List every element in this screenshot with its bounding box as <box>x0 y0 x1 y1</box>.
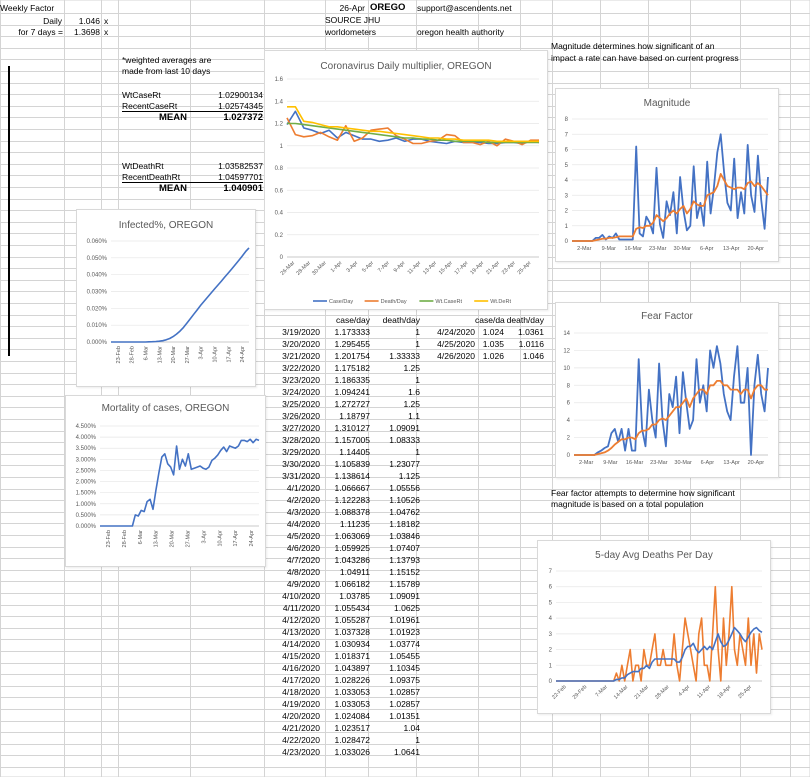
multiplier-table-cell[interactable]: 1.125 <box>398 471 420 481</box>
multiplier-legend-label: Case/Day <box>329 299 354 305</box>
multiplier-table-cell[interactable]: 4/21/2020 <box>282 723 320 733</box>
state-cell[interactable]: OREGO <box>370 3 406 13</box>
fear-y-tick: 14 <box>563 331 570 337</box>
fear-series-line <box>574 381 768 455</box>
multiplier-x-tick: 23-Apr <box>500 260 517 277</box>
multiplier-y-tick: 1 <box>279 143 283 150</box>
magnitude-x-tick: 2-Mar <box>577 246 592 252</box>
multiplier-table-cell[interactable]: 1.18182 <box>389 519 420 529</box>
mortality-chart[interactable] <box>65 395 266 567</box>
fear-y-tick: 10 <box>563 365 570 372</box>
multiplier-table-cell[interactable]: 1.14405 <box>339 447 370 457</box>
multiplier-table-cell[interactable]: 1.033026 <box>334 747 370 757</box>
multiplier-table-cell[interactable]: 4/6/2020 <box>286 543 320 553</box>
mortality-y-tick: 1.500% <box>75 490 96 497</box>
deaths5-x-tick: 21-Mar <box>633 684 651 701</box>
mortality-x-tick: 20-Mar <box>169 530 176 548</box>
recent-table-cell[interactable]: 1.024 <box>482 327 504 337</box>
fear-y-tick: 4 <box>566 418 570 425</box>
multiplier-table-cell[interactable]: 3/26/2020 <box>282 411 320 421</box>
mortality-chart-title: Mortality of cases, OREGON <box>101 403 230 414</box>
deaths5-y-tick: 6 <box>548 584 552 591</box>
wt-case-label: WtCaseRt <box>122 90 161 100</box>
weighted-note-2: made from last 10 days <box>122 66 211 76</box>
multiplier-table-cell[interactable]: 1.07407 <box>389 543 420 553</box>
multiplier-y-tick: 0.2 <box>274 232 283 239</box>
multiplier-chart-svg <box>265 51 547 309</box>
seven-days-label: for 7 days = <box>18 27 63 37</box>
multiplier-x-tick: 5-Apr <box>361 260 376 274</box>
weighted-note-1: *weighted averages are <box>122 55 212 65</box>
multiplier-table-cell[interactable]: 4/9/2020 <box>286 579 320 589</box>
daily-value[interactable]: 1.046 <box>78 16 100 26</box>
multiplier-table-cell[interactable]: 1.04911 <box>339 567 370 577</box>
multiplier-table-cell[interactable]: 1.295455 <box>334 339 370 349</box>
mortality-y-tick: 0.500% <box>75 512 96 519</box>
multiplier-x-tick: 21-Apr <box>485 260 502 277</box>
infected-x-tick: 10-Apr <box>212 346 219 363</box>
recent-case-label: RecentCaseRt <box>122 101 191 112</box>
deaths5-series-line <box>556 628 762 681</box>
multiplier-table-cell[interactable]: 4/8/2020 <box>286 567 320 577</box>
infected-x-tick: 27-Mar <box>184 346 191 364</box>
multiplier-table-cell[interactable]: 1.01923 <box>389 627 420 637</box>
fear-x-tick: 23-Mar <box>650 460 668 466</box>
multiplier-table-cell[interactable]: 1.0641 <box>394 747 420 757</box>
left-border <box>8 66 10 356</box>
multiplier-table-cell[interactable]: 3/23/2020 <box>282 375 320 385</box>
fear-x-tick: 30-Mar <box>674 460 692 466</box>
fear-y-tick: 2 <box>566 435 570 442</box>
magnitude-x-tick: 6-Apr <box>700 246 714 252</box>
magnitude-chart-svg <box>556 89 778 261</box>
multiplier-table-cell[interactable]: 1.10526 <box>389 495 420 505</box>
multiplier-table-cell[interactable]: 4/19/2020 <box>282 699 320 709</box>
mortality-y-tick: 4.500% <box>75 424 96 430</box>
multiplier-table-cell[interactable]: 1.15152 <box>389 567 420 577</box>
multiplier-series-line <box>287 107 539 142</box>
deaths5-y-tick: 5 <box>548 600 552 607</box>
multiplier-x-tick: 15-Apr <box>437 260 454 277</box>
fear-chart-title: Fear Factor <box>641 311 693 322</box>
multiplier-table-cell[interactable]: 1 <box>415 327 420 337</box>
multiplier-table-header: death/day <box>382 315 420 325</box>
multiplier-table-cell[interactable]: 1.09091 <box>389 591 420 601</box>
mortality-x-tick: 17-Apr <box>233 530 240 547</box>
fear-y-tick: 0 <box>566 453 570 459</box>
wt-case-value[interactable]: 1.02900134 <box>218 90 263 100</box>
multiplier-table-cell[interactable]: 1.01351 <box>389 711 420 721</box>
infected-chart-title: Infected%, OREGON <box>118 220 214 231</box>
multiplier-x-tick: 1-Apr <box>329 260 344 274</box>
mortality-chart-svg <box>66 396 265 566</box>
magnitude-x-tick: 13-Apr <box>722 246 740 252</box>
multiplier-table-cell[interactable]: 1.6 <box>408 387 420 397</box>
multiplier-table-cell[interactable]: 3/22/2020 <box>282 363 320 373</box>
multiplier-y-tick: 0.6 <box>274 188 283 195</box>
magnitude-y-tick: 4 <box>564 178 568 184</box>
multiplier-table-cell[interactable]: 4/14/2020 <box>282 639 320 649</box>
magnitude-y-tick: 8 <box>564 117 568 123</box>
multiplier-table-cell[interactable]: 1.0625 <box>394 603 420 613</box>
multiplier-x-tick: 7-Apr <box>377 260 391 274</box>
multiplier-table-cell[interactable]: 1.173333 <box>334 327 370 337</box>
multiplier-table-cell[interactable]: 1.018371 <box>334 651 370 661</box>
multiplier-table-cell[interactable]: 1.03785 <box>339 591 370 601</box>
multiplier-x-tick: 26-Mar <box>279 260 297 277</box>
recent-table-header: case/da <box>475 315 505 325</box>
magnitude-x-tick: 30-Mar <box>673 246 691 252</box>
multiplier-x-tick: 11-Apr <box>406 260 423 276</box>
multiplier-table-cell[interactable]: 3/29/2020 <box>282 447 320 457</box>
multiplier-table-cell[interactable]: 4/16/2020 <box>282 663 320 673</box>
multiplier-table-cell[interactable]: 1.175182 <box>334 363 370 373</box>
fear-x-tick: 6-Apr <box>700 460 715 466</box>
multiplier-legend-label: Wt.DeRt <box>490 299 511 305</box>
deaths5-chart-svg <box>538 541 770 713</box>
multiplier-y-tick: 0 <box>279 255 283 261</box>
deaths5-y-tick: 0 <box>548 679 552 685</box>
multiplier-table-cell[interactable]: 1.028226 <box>334 675 370 685</box>
multiplier-table-cell[interactable]: 1.105839 <box>334 459 370 469</box>
multiplier-table-cell[interactable]: 1.08333 <box>389 435 420 445</box>
multiplier-table-cell[interactable]: 4/17/2020 <box>282 675 320 685</box>
infected-y-tick: 0.050% <box>86 255 107 262</box>
multiplier-y-tick: 1.2 <box>274 121 283 128</box>
recent-table-cell[interactable]: 1.026 <box>482 351 504 361</box>
multiplier-table-cell[interactable]: 4/22/2020 <box>282 735 320 745</box>
multiplier-table-cell[interactable]: 1.04762 <box>389 507 420 517</box>
magnitude-y-tick: 7 <box>564 132 568 139</box>
deaths5-x-tick: 28-Mar <box>654 684 671 701</box>
fear-y-tick: 8 <box>566 383 570 390</box>
magnitude-chart-title: Magnitude <box>643 98 691 109</box>
infected-x-tick: 13-Mar <box>157 346 164 364</box>
multiplier-table-cell[interactable]: 1.201754 <box>334 351 370 361</box>
multiplier-table-cell[interactable]: 1.059925 <box>334 543 370 553</box>
multiplier-table-cell[interactable]: 1.028472 <box>334 735 370 745</box>
magnitude-y-tick: 2 <box>564 208 568 215</box>
mortality-x-tick: 23-Feb <box>105 530 112 548</box>
fear-x-tick: 20-Apr <box>747 460 765 466</box>
multiplier-table-cell[interactable]: 1.043286 <box>334 555 370 565</box>
infected-y-tick: 0.000% <box>86 340 107 346</box>
multiplier-table-cell[interactable]: 1 <box>415 735 420 745</box>
recent-table-cell[interactable]: 4/26/2020 <box>437 351 475 361</box>
multiplier-table-cell[interactable]: 3/25/2020 <box>282 399 320 409</box>
fear-chart[interactable] <box>555 302 779 478</box>
deaths5-x-tick: 14-Mar <box>612 684 630 701</box>
infected-y-tick: 0.030% <box>86 289 107 296</box>
multiplier-table-cell[interactable]: 1.030934 <box>334 639 370 649</box>
deaths5-x-tick: 25-Apr <box>737 684 754 701</box>
deaths5-chart-title: 5-day Avg Deaths Per Day <box>595 550 713 561</box>
recent-table-cell[interactable]: 4/24/2020 <box>437 327 475 337</box>
recent-table-cell[interactable]: 4/25/2020 <box>437 339 475 349</box>
fear-x-tick: 13-Apr <box>723 460 740 466</box>
deaths5-y-tick: 7 <box>548 569 552 575</box>
multiplier-table-cell[interactable]: 1.272727 <box>334 399 370 409</box>
multiplier-table-cell[interactable]: 1.055434 <box>334 603 370 613</box>
multiplier-table-cell[interactable]: 1.138614 <box>334 471 370 481</box>
multiplier-table-cell[interactable]: 4/1/2020 <box>286 483 320 493</box>
mortality-y-tick: 3.500% <box>75 446 96 453</box>
multiplier-table-cell[interactable]: 1 <box>415 339 420 349</box>
mean-case-value[interactable]: 1.027372 <box>223 112 263 123</box>
multiplier-table-cell[interactable]: 1.055287 <box>334 615 370 625</box>
recent-case-value[interactable]: 1.02574345 <box>190 101 263 112</box>
magnitude-y-tick: 6 <box>564 147 568 154</box>
deaths-5day-chart[interactable] <box>537 540 771 714</box>
fear-note-1: Fear factor attempts to determine how significant <box>551 488 735 498</box>
magnitude-x-tick: 23-Mar <box>649 246 667 252</box>
multiplier-table-cell[interactable]: 1.024084 <box>334 711 370 721</box>
multiplier-table-cell[interactable]: 1.310127 <box>334 423 370 433</box>
recent-table-cell[interactable]: 1.035 <box>482 339 504 349</box>
multiplier-table-cell[interactable]: 1.1 <box>408 411 420 421</box>
multiplier-table-cell[interactable]: 1.088378 <box>334 507 370 517</box>
multiplier-table-cell[interactable]: 4/20/2020 <box>282 711 320 721</box>
multiplier-y-tick: 0.8 <box>274 166 283 172</box>
infected-x-tick: 23-Feb <box>115 346 122 364</box>
fear-x-tick: 9-Mar <box>603 460 618 466</box>
deaths5-x-tick: 7-Mar <box>594 684 609 699</box>
deaths5-y-tick: 1 <box>548 663 552 670</box>
deaths5-y-tick: 3 <box>548 631 552 638</box>
multiplier-table-cell[interactable]: 3/28/2020 <box>282 435 320 445</box>
magnitude-x-tick: 20-Apr <box>747 246 765 252</box>
magnitude-note-1: Magnitude determines how significant of an <box>551 41 715 51</box>
infected-x-tick: 24-Apr <box>240 346 247 363</box>
infected-chart-svg <box>77 210 255 386</box>
mean-death-value[interactable]: 1.040901 <box>223 183 263 194</box>
multiplier-table-cell[interactable]: 1.023517 <box>334 723 370 733</box>
multiplier-table-cell[interactable]: 1 <box>415 375 420 385</box>
infected-y-tick: 0.020% <box>86 306 107 313</box>
multiplier-table-cell[interactable]: 1.18797 <box>339 411 370 421</box>
multiplier-table-cell[interactable]: 1.122283 <box>334 495 370 505</box>
fear-chart-svg <box>556 303 778 477</box>
support-email[interactable]: support@ascendents.net <box>417 3 512 13</box>
magnitude-y-tick: 3 <box>564 193 568 200</box>
mortality-x-tick: 28-Feb <box>121 530 128 548</box>
recent-table-cell[interactable]: 1.0116 <box>518 339 544 349</box>
multiplier-x-tick: 3-Apr <box>345 260 360 274</box>
multiplier-table-cell[interactable]: 1.05556 <box>389 483 420 493</box>
multiplier-table-cell[interactable]: 1.063069 <box>334 531 370 541</box>
mortality-x-tick: 24-Apr <box>249 530 256 547</box>
multiplier-legend-label: Death/Day <box>380 299 407 305</box>
recent-table-header: death/day <box>506 315 544 325</box>
multiplier-legend-label: Wt.CaseRt <box>435 299 462 305</box>
multiplier-table-cell[interactable]: 3/21/2020 <box>282 351 320 361</box>
seven-days-unit: x <box>104 27 109 37</box>
multiplier-table-cell[interactable]: 1.11235 <box>339 519 370 529</box>
multiplier-table-cell[interactable]: 1.157005 <box>334 435 370 445</box>
multiplier-table-cell[interactable]: 1.05455 <box>389 651 420 661</box>
multiplier-table-cell[interactable]: 1.186335 <box>334 375 370 385</box>
mortality-series-line <box>100 439 259 526</box>
multiplier-x-tick: 19-Apr <box>469 260 486 277</box>
multiplier-table-cell[interactable]: 4/3/2020 <box>286 507 320 517</box>
recent-death-value[interactable]: 1.04597701 <box>190 172 263 183</box>
seven-days-value[interactable]: 1.3698 <box>74 27 100 37</box>
recent-death-label: RecentDeathRt <box>122 172 191 183</box>
mortality-y-tick: 2.000% <box>75 479 96 486</box>
magnitude-x-tick: 9-Mar <box>601 246 616 252</box>
multiplier-table-cell[interactable]: 1.25 <box>403 399 420 409</box>
multiplier-x-tick: 13-Apr <box>422 260 439 277</box>
multiplier-y-tick: 1.6 <box>274 77 283 83</box>
magnitude-y-tick: 5 <box>564 162 568 169</box>
multiplier-table-cell[interactable]: 3/24/2020 <box>282 387 320 397</box>
magnitude-y-tick: 1 <box>564 223 568 230</box>
deaths5-y-tick: 4 <box>548 616 552 623</box>
mortality-x-tick: 3-Apr <box>201 530 208 544</box>
multiplier-table-cell[interactable]: 4/18/2020 <box>282 687 320 697</box>
multiplier-table-cell[interactable]: 1.03846 <box>389 531 420 541</box>
multiplier-table-cell[interactable]: 1.15789 <box>389 579 420 589</box>
multiplier-table-cell[interactable]: 3/30/2020 <box>282 459 320 469</box>
infected-chart[interactable] <box>76 209 256 387</box>
multiplier-table-cell[interactable]: 1.02857 <box>389 687 420 697</box>
deaths5-x-tick: 29-Feb <box>571 684 589 701</box>
multiplier-table-cell[interactable]: 1 <box>415 447 420 457</box>
mortality-y-tick: 4.000% <box>75 435 96 442</box>
magnitude-y-tick: 0 <box>564 239 568 245</box>
mortality-y-tick: 3.000% <box>75 457 96 464</box>
multiplier-table-cell[interactable]: 4/23/2020 <box>282 747 320 757</box>
daily-label: Daily <box>43 16 62 26</box>
fear-y-tick: 6 <box>566 400 570 407</box>
multiplier-table-cell[interactable]: 1.043897 <box>334 663 370 673</box>
multiplier-table-cell[interactable]: 4/5/2020 <box>286 531 320 541</box>
daily-unit: x <box>104 16 109 26</box>
source-label: SOURCE JHU <box>325 15 381 25</box>
mortality-y-tick: 0.000% <box>75 524 96 530</box>
recent-table-cell[interactable]: 1.046 <box>522 351 544 361</box>
fear-x-tick: 2-Mar <box>578 460 594 466</box>
multiplier-table-cell[interactable]: 1.23077 <box>389 459 420 469</box>
multiplier-table-cell[interactable]: 3/19/2020 <box>282 327 320 337</box>
multiplier-table-cell[interactable]: 1.094241 <box>334 387 370 397</box>
infected-x-tick: 6-Mar <box>143 346 150 361</box>
wt-death-label: WtDeathRt <box>122 161 164 171</box>
multiplier-x-tick: 28-Mar <box>295 260 313 277</box>
date-cell[interactable]: 26-Apr <box>339 3 365 13</box>
infected-x-tick: 17-Apr <box>226 346 233 363</box>
multiplier-x-tick: 9-Apr <box>392 260 407 274</box>
multiplier-table-cell[interactable]: 1.09091 <box>389 423 420 433</box>
multiplier-table-header: case/day <box>335 315 370 325</box>
mean-death-label: MEAN <box>159 183 187 194</box>
mortality-y-tick: 1.000% <box>75 501 96 508</box>
multiplier-table-cell[interactable]: 1.04 <box>403 723 420 733</box>
multiplier-table-cell[interactable]: 4/10/2020 <box>282 591 320 601</box>
deaths5-x-tick: 22-Feb <box>551 684 568 701</box>
magnitude-x-tick: 16-Mar <box>624 246 642 252</box>
multiplier-x-tick: 30-Mar <box>311 260 328 277</box>
multiplier-table-cell[interactable]: 1.33333 <box>389 351 420 361</box>
multiplier-table-cell[interactable]: 3/20/2020 <box>282 339 320 349</box>
mortality-x-tick: 10-Apr <box>217 530 224 547</box>
multiplier-x-tick: 17-Apr <box>453 260 470 277</box>
fear-series-line <box>574 346 768 455</box>
multiplier-table-cell[interactable]: 1.02857 <box>389 699 420 709</box>
multiplier-table-cell[interactable]: 1.033053 <box>334 699 370 709</box>
infected-series-line <box>111 248 249 342</box>
multiplier-table-cell[interactable]: 4/13/2020 <box>282 627 320 637</box>
deaths5-y-tick: 2 <box>548 647 552 654</box>
source-worldometers: worldometers <box>325 27 377 37</box>
multiplier-table-cell[interactable]: 3/27/2020 <box>282 423 320 433</box>
multiplier-table-cell[interactable]: 3/31/2020 <box>282 471 320 481</box>
multiplier-table-cell[interactable]: 1.037328 <box>334 627 370 637</box>
magnitude-note-2: impact a rate can have based on current progress <box>551 53 739 63</box>
deaths5-x-tick: 4-Apr <box>677 684 692 698</box>
multiplier-table-cell[interactable]: 4/2/2020 <box>286 495 320 505</box>
mortality-x-tick: 27-Mar <box>185 530 192 548</box>
multiplier-x-tick: 25-Apr <box>516 260 533 277</box>
multiplier-y-tick: 0.4 <box>274 210 283 217</box>
multiplier-table-cell[interactable]: 1.10345 <box>389 663 420 673</box>
multiplier-table-cell[interactable]: 4/12/2020 <box>282 615 320 625</box>
fear-x-tick: 16-Mar <box>625 460 644 466</box>
multiplier-table-cell[interactable]: 1.066667 <box>334 483 370 493</box>
infected-x-tick: 28-Feb <box>129 346 136 364</box>
mean-case-label: MEAN <box>159 112 187 123</box>
infected-y-tick: 0.010% <box>86 323 107 330</box>
multiplier-chart-title: Coronavirus Daily multiplier, OREGON <box>320 61 492 72</box>
infected-x-tick: 20-Mar <box>171 346 178 364</box>
recent-table-cell[interactable]: 1.0361 <box>518 327 544 337</box>
source-oha: oregon health authority <box>417 27 504 37</box>
multiplier-table-cell[interactable]: 4/4/2020 <box>286 519 320 529</box>
multiplier-table-cell[interactable]: 4/15/2020 <box>282 651 320 661</box>
weekly-factor-label: Weekly Factor <box>0 3 55 13</box>
multiplier-table-cell[interactable]: 1.066182 <box>334 579 370 589</box>
mortality-x-tick: 6-Mar <box>137 530 144 545</box>
multiplier-table-cell[interactable]: 1.25 <box>403 363 420 373</box>
multiplier-table-cell[interactable]: 4/7/2020 <box>286 555 320 565</box>
multiplier-chart[interactable] <box>264 50 548 310</box>
deaths5-x-tick: 18-Apr <box>716 684 733 701</box>
fear-y-tick: 12 <box>563 348 570 355</box>
infected-x-tick: 3-Apr <box>198 346 205 360</box>
magnitude-chart[interactable] <box>555 88 779 262</box>
multiplier-table-cell[interactable]: 1.01961 <box>389 615 420 625</box>
multiplier-y-tick: 1.4 <box>274 99 283 106</box>
deaths5-x-tick: 11-Apr <box>696 684 712 700</box>
wt-death-value[interactable]: 1.03582537 <box>218 161 263 171</box>
multiplier-table-cell[interactable]: 1.09375 <box>389 675 420 685</box>
infected-y-tick: 0.040% <box>86 272 107 279</box>
mortality-y-tick: 2.500% <box>75 468 96 475</box>
multiplier-table-cell[interactable]: 4/11/2020 <box>282 603 320 613</box>
multiplier-table-cell[interactable]: 1.13793 <box>389 555 420 565</box>
mortality-x-tick: 13-Mar <box>153 530 160 548</box>
multiplier-table-cell[interactable]: 1.033053 <box>334 687 370 697</box>
fear-note-2: magnitude is based on a total population <box>551 499 704 509</box>
infected-y-tick: 0.060% <box>86 239 107 245</box>
multiplier-table-cell[interactable]: 1.03774 <box>389 639 420 649</box>
